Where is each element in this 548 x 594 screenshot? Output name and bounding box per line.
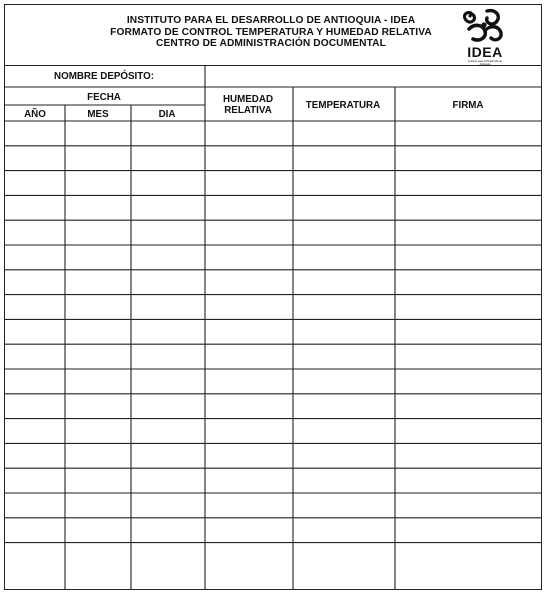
cell-signature[interactable]: [396, 370, 540, 393]
cell-day[interactable]: [132, 494, 204, 517]
cell-temperature[interactable]: [294, 172, 394, 195]
cell-day[interactable]: [132, 519, 204, 542]
cell-year[interactable]: [6, 494, 64, 517]
cell-year[interactable]: [6, 147, 64, 170]
cell-year[interactable]: [6, 395, 64, 418]
cell-year[interactable]: [6, 172, 64, 195]
cell-day[interactable]: [132, 469, 204, 492]
cell-day[interactable]: [132, 296, 204, 319]
cell-signature[interactable]: [396, 172, 540, 195]
cell-signature[interactable]: [396, 246, 540, 269]
cell-year[interactable]: [6, 519, 64, 542]
cell-month[interactable]: [66, 469, 130, 492]
cell-day[interactable]: [132, 420, 204, 443]
cell-year[interactable]: [6, 320, 64, 343]
cell-day[interactable]: [132, 444, 204, 467]
cell-temperature[interactable]: [294, 469, 394, 492]
cell-year[interactable]: [6, 345, 64, 368]
cell-temperature[interactable]: [294, 494, 394, 517]
deposit-name-field[interactable]: [207, 68, 541, 86]
cell-month[interactable]: [66, 172, 130, 195]
cell-day[interactable]: [132, 271, 204, 294]
cell-month[interactable]: [66, 420, 130, 443]
cell-month[interactable]: [66, 519, 130, 542]
cell-day[interactable]: [132, 370, 204, 393]
cell-month[interactable]: [66, 320, 130, 343]
cell-humidity[interactable]: [206, 420, 292, 443]
cell-day[interactable]: [132, 345, 204, 368]
cell-day[interactable]: [132, 246, 204, 269]
cell-signature[interactable]: [396, 544, 540, 567]
title-line-format: FORMATO DE CONTROL TEMPERATURA Y HUMEDAD RELATIVA: [110, 26, 432, 38]
cell-humidity[interactable]: [206, 196, 292, 219]
cell-temperature[interactable]: [294, 519, 394, 542]
cell-month[interactable]: [66, 122, 130, 145]
logo-wordmark: IDEA: [467, 44, 503, 60]
cell-signature[interactable]: [396, 469, 540, 492]
cell-humidity[interactable]: [206, 320, 292, 343]
cell-year[interactable]: [6, 122, 64, 145]
cell-month[interactable]: [66, 395, 130, 418]
cell-day[interactable]: [132, 221, 204, 244]
cell-humidity[interactable]: [206, 444, 292, 467]
cell-temperature[interactable]: [294, 246, 394, 269]
column-header-temperature: TEMPERATURA: [305, 100, 381, 111]
cell-day[interactable]: [132, 172, 204, 195]
cell-signature[interactable]: [396, 122, 540, 145]
cell-humidity[interactable]: [206, 221, 292, 244]
cell-day[interactable]: [132, 122, 204, 145]
cell-year[interactable]: [6, 196, 64, 219]
cell-signature[interactable]: [396, 420, 540, 443]
cell-humidity[interactable]: [206, 122, 292, 145]
cell-signature[interactable]: [396, 444, 540, 467]
cell-temperature[interactable]: [294, 122, 394, 145]
cell-year[interactable]: [6, 271, 64, 294]
logo-tagline: Instituto para el Desarrollo de Antioquia: [468, 60, 502, 66]
cell-day[interactable]: [132, 320, 204, 343]
cell-month[interactable]: [66, 196, 130, 219]
cell-humidity[interactable]: [206, 271, 292, 294]
cell-month[interactable]: [66, 271, 130, 294]
cell-year[interactable]: [6, 444, 64, 467]
cell-humidity[interactable]: [206, 519, 292, 542]
cell-temperature[interactable]: [294, 370, 394, 393]
cell-month[interactable]: [66, 246, 130, 269]
cell-day[interactable]: [132, 395, 204, 418]
cell-year[interactable]: [6, 246, 64, 269]
cell-temperature[interactable]: [294, 544, 394, 567]
cell-temperature[interactable]: [294, 271, 394, 294]
cell-year[interactable]: [6, 420, 64, 443]
cell-temperature[interactable]: [294, 320, 394, 343]
title-line-institute: INSTITUTO PARA EL DESARROLLO DE ANTIOQUIA - IDEA: [126, 15, 416, 26]
cell-signature[interactable]: [396, 320, 540, 343]
column-header-year: AÑO: [24, 109, 46, 120]
cell-signature[interactable]: [396, 494, 540, 517]
cell-temperature[interactable]: [294, 196, 394, 219]
column-header-humidity-line1: HUMEDAD: [222, 94, 274, 105]
cell-signature[interactable]: [396, 345, 540, 368]
column-header-day: DIA: [158, 109, 176, 120]
cell-month[interactable]: [66, 494, 130, 517]
cell-month[interactable]: [66, 147, 130, 170]
cell-temperature[interactable]: [294, 221, 394, 244]
cell-year[interactable]: [6, 469, 64, 492]
cell-year[interactable]: [6, 296, 64, 319]
cell-temperature[interactable]: [294, 147, 394, 170]
date-group-header: FECHA: [87, 92, 121, 103]
cell-humidity[interactable]: [206, 370, 292, 393]
column-header-humidity-line2: RELATIVA: [224, 105, 272, 116]
cell-humidity[interactable]: [206, 147, 292, 170]
cell-signature[interactable]: [396, 196, 540, 219]
cell-humidity[interactable]: [206, 544, 292, 567]
deposit-name-label: NOMBRE DEPÓSITO:: [54, 71, 154, 82]
cell-month[interactable]: [66, 345, 130, 368]
control-form-sheet: [4, 4, 542, 590]
cell-day[interactable]: [132, 544, 204, 567]
cell-year[interactable]: [6, 370, 64, 393]
column-header-signature: FIRMA: [452, 100, 484, 111]
cell-humidity[interactable]: [206, 395, 292, 418]
cell-signature[interactable]: [396, 271, 540, 294]
cell-month[interactable]: [66, 370, 130, 393]
cell-humidity[interactable]: [206, 469, 292, 492]
cell-signature[interactable]: [396, 395, 540, 418]
column-header-month: MES: [87, 109, 109, 120]
cell-temperature[interactable]: [294, 395, 394, 418]
cell-signature[interactable]: [396, 147, 540, 170]
cell-humidity[interactable]: [206, 172, 292, 195]
cell-temperature[interactable]: [294, 296, 394, 319]
cell-year[interactable]: [6, 544, 64, 567]
column-header-humidity: [205, 94, 291, 116]
cell-temperature[interactable]: [294, 420, 394, 443]
cell-temperature[interactable]: [294, 444, 394, 467]
cell-day[interactable]: [132, 196, 204, 219]
cell-month[interactable]: [66, 296, 130, 319]
cell-signature[interactable]: [396, 519, 540, 542]
cell-month[interactable]: [66, 221, 130, 244]
cell-temperature[interactable]: [294, 345, 394, 368]
cell-humidity[interactable]: [206, 494, 292, 517]
cell-humidity[interactable]: [206, 296, 292, 319]
cell-humidity[interactable]: [206, 246, 292, 269]
cell-month[interactable]: [66, 444, 130, 467]
cell-year[interactable]: [6, 221, 64, 244]
cell-month[interactable]: [66, 544, 130, 567]
cell-signature[interactable]: [396, 296, 540, 319]
cell-humidity[interactable]: [206, 345, 292, 368]
title-line-center: CENTRO DE ADMINISTRACIÓN DOCUMENTAL: [156, 38, 386, 49]
cell-day[interactable]: [132, 147, 204, 170]
cell-signature[interactable]: [396, 221, 540, 244]
